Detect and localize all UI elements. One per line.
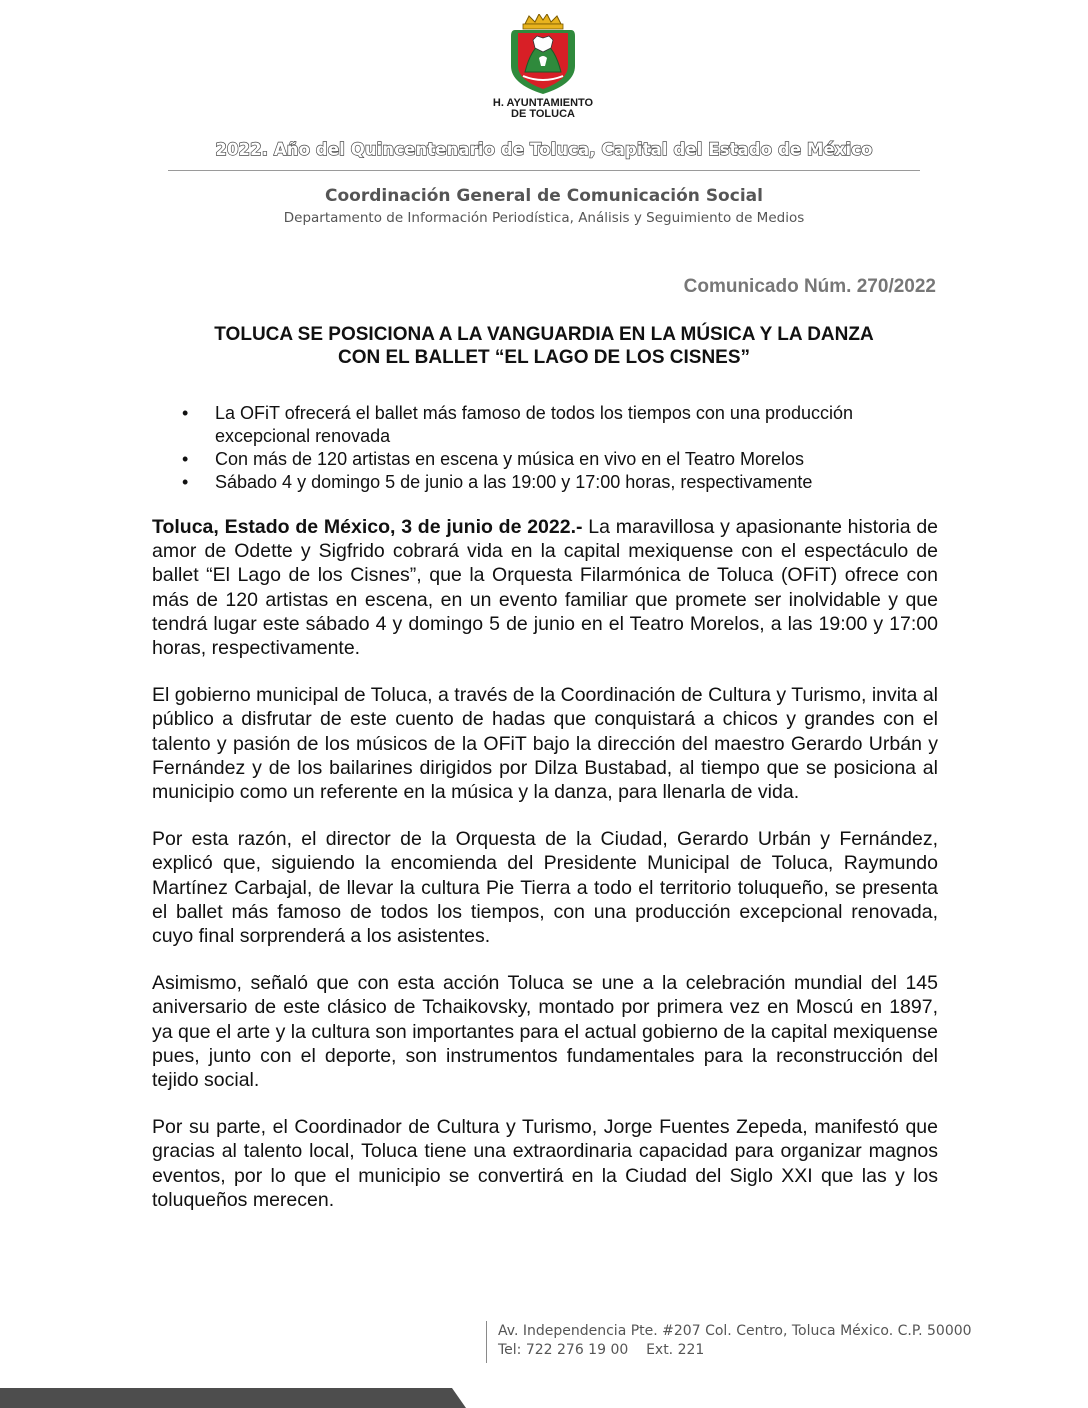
dateline: Toluca, Estado de México, 3 de junio de 2022.- (152, 516, 583, 538)
footer-phone: Tel: 722 276 19 00 Ext. 221 (498, 1342, 705, 1358)
paragraph: Asimismo, señaló que con esta acción Toluca se une a la celebración mundial del 145 aniversario de este clásico de Tchaikovsky, montado por primera vez en Moscú en 1897, ya que el arte y la cultura son importantes para el actual gobierno de la capital mexiquense pues, junto con el deporte, son instrumentos fundamentales para la reconstrucción del tejido social. (152, 972, 938, 1092)
bullet-icon: • (182, 472, 189, 492)
headline-line1: TOLUCA SE POSICIONA A LA VANGUARDIA EN LA MÚSICA Y LA DANZA (214, 324, 874, 345)
footer-band (0, 1388, 466, 1408)
list-item (150, 448, 940, 471)
logo-caption-line2: DE TOLUCA (511, 108, 575, 120)
list-item (150, 402, 940, 448)
headline-line2: CON EL BALLET “EL LAGO DE LOS CISNES” (337, 347, 751, 368)
bullet-icon: • (182, 403, 189, 423)
list-item-text: Sábado 4 y domingo 5 de junio a las 19:00 y 17:00 horas, respectivamente (215, 472, 813, 492)
year-motto: 2022. Año del Quincentenario de Toluca, Capital del Estado de México (215, 140, 873, 159)
paragraph: Por su parte, el Coordinador de Cultura y Turismo, Jorge Fuentes Zepeda, manifestó que gracias al talento local, Toluca tiene una extraordinaria capacidad para organizar magnos eventos, por lo que el municipio se convertirá en la Ciudad del Siglo XXI que las y los toluqueños merecen. (152, 1116, 938, 1211)
article-body (152, 515, 938, 1235)
toluca-coat-of-arms-icon (503, 14, 583, 96)
release-number: Comunicado Núm. 270/2022 (683, 276, 936, 297)
footer-divider (486, 1321, 487, 1363)
department-subtitle: Departamento de Información Periodística, Análisis y Seguimiento de Medios (283, 210, 805, 226)
footer-contact (498, 1322, 972, 1360)
paragraph (152, 515, 938, 660)
coordination-title: Coordinación General de Comunicación Social (325, 186, 763, 206)
list-item-text: La OFiT ofrecerá el ballet más famoso de todos los tiempos con una producción excepcional renovada (215, 403, 854, 446)
paragraph-text: La maravillosa y apasionante historia de amor de Odette y Sigfrido cobrará vida en la capital mexiquense con el espectáculo de ballet “El Lago de los Cisnes”, que la Orquesta Filarmónica de Toluca (OFiT) ofrece con más de 120 artistas en escena, en un evento familiar que promete ser inolvidable y que tendrá lugar este sábado 4 y domingo 5 de junio en el Teatro Morelos, a las 19:00 y 17:00 horas, respectivamente. (152, 516, 939, 660)
header-divider (168, 170, 920, 171)
logo-caption-line1: H. AYUNTAMIENTO (492, 97, 594, 109)
municipal-logo (478, 14, 608, 120)
highlights-list (150, 402, 940, 494)
list-item (150, 471, 940, 494)
bullet-icon: • (182, 449, 189, 469)
footer-address: Av. Independencia Pte. #207 Col. Centro, Toluca México. C.P. 50000 (498, 1323, 972, 1339)
paragraph: El gobierno municipal de Toluca, a través de la Coordinación de Cultura y Turismo, invita al público a disfrutar de este cuento de hadas que conquistará a chicos y grandes con el talento y pasión de los músicos de la OFiT bajo la dirección del maestro Gerardo Urbán y Fernández y de los bailarines dirigidos por Dilza Bustabad, al tiempo que se posiciona al municipio como un referente en la música y la danza, para llenarla de vida. (152, 684, 938, 804)
headline (150, 323, 938, 369)
list-item-text: Con más de 120 artistas en escena y música en vivo en el Teatro Morelos (215, 449, 804, 469)
paragraph: Por esta razón, el director de la Orquesta de la Ciudad, Gerardo Urbán y Fernández, explicó que, siguiendo la encomienda del Presidente Municipal de Toluca, Raymundo Martínez Carbajal, de llevar la cultura Pie Tierra a todo el territorio toluqueño, se presenta el ballet más famoso de todos los tiempos, con una producción excepcional renovada, cuyo final sorprenderá a los asistentes. (152, 828, 938, 948)
